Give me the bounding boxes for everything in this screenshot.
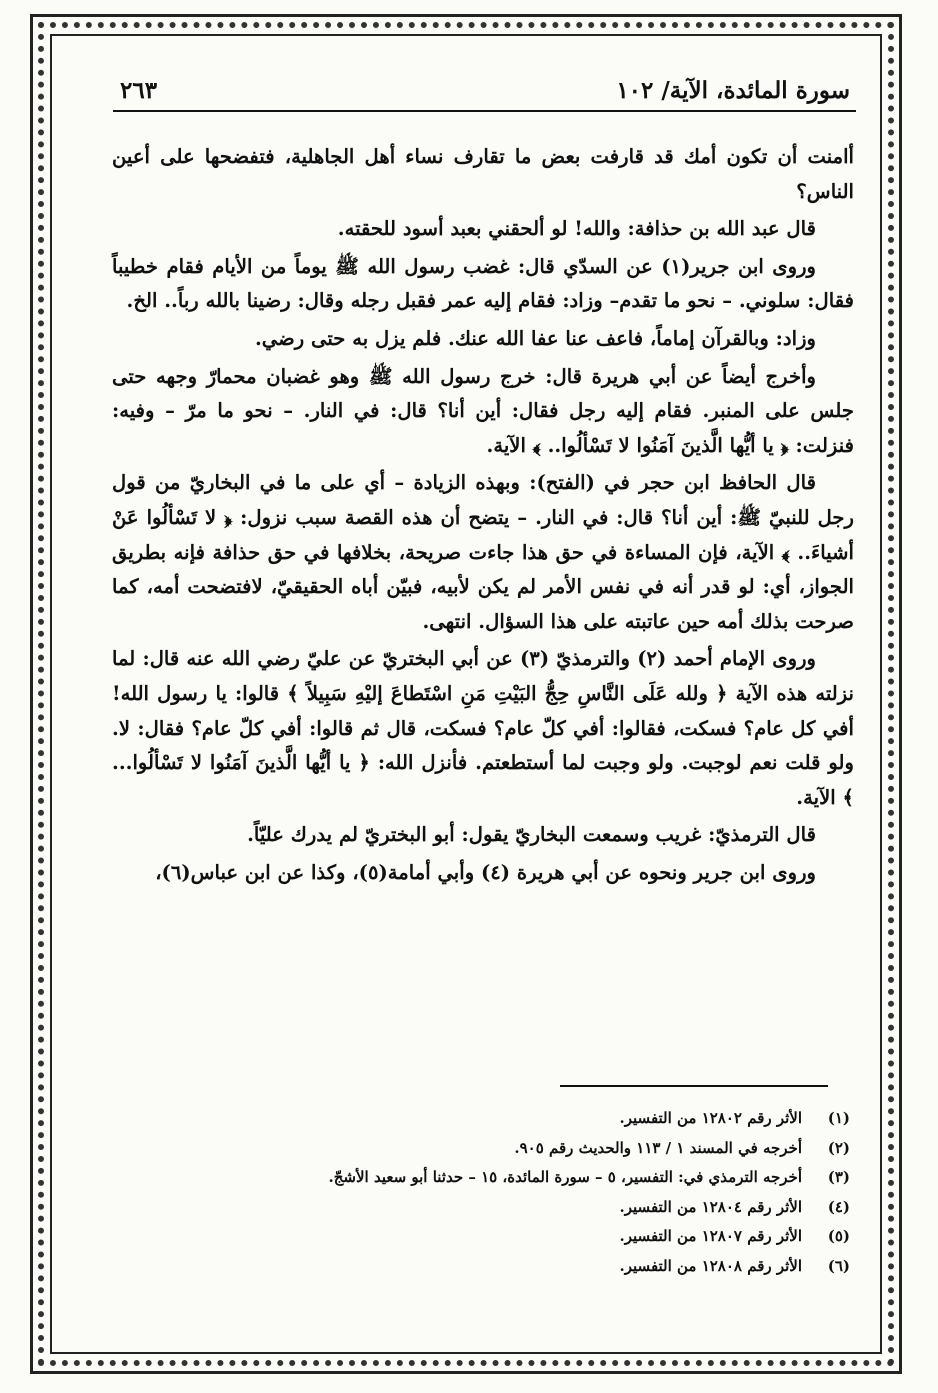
- footnote: [112, 1104, 850, 1134]
- footnote-number: (٢): [827, 1138, 850, 1157]
- footnote-number: (٣): [827, 1168, 850, 1186]
- paragraph: قال عبد الله بن حذافة: والله! لو ألحقني بعبد أسود للحقته.: [337, 217, 816, 241]
- footnote-number: (١): [827, 1109, 850, 1127]
- footnote: [112, 1193, 850, 1223]
- page-number: ٢٦٣: [120, 77, 158, 104]
- paragraph: وزاد: وبالقرآن إماماً، فاعف عنا عفا الله عنك. فلم يزل به حتى رضي.: [254, 326, 816, 350]
- header-rule: [113, 110, 856, 112]
- footnote: [112, 1134, 850, 1164]
- paragraph: قال الحافظ ابن حجر في (الفتح): وبهذه الزيادة – أي على ما في البخاريّ من قول رجل للنبيّ ﷺ: أين أنا؟ قال: في النار. – يتضح أن هذه القصة سبب نزول: ﴿ لا تَسْألُوا عَنْ أشياءَ.. ﴾ الآية، فإن المساءة في حق هذا جاءت صريحة، بخلافها في حق حذافة فإنه بطريق الجواز، أي: لو قدر أنه في نفس الأمر لم يكن لأبيه، فبيّن أباه الحقيقيّ، لافتضحت أمه، كما صرحت بذلك أمه حين عاتبته على هذا السؤال. انتهى.: [112, 471, 854, 633]
- footnote-text: الأثر رقم ١٢٨٠٢ من التفسير.: [619, 1109, 802, 1127]
- paragraph: أامنت أن تكون أمك قد قارفت بعض ما تقارف نساء أهل الجاهلية، فتفضحها على أعين الناس؟: [112, 145, 854, 203]
- footnotes: [112, 1104, 850, 1281]
- footnote-number: (٦): [827, 1256, 850, 1275]
- footnote-separator: [560, 1085, 828, 1087]
- paragraph: وروى ابن جرير(١) عن السدّي قال: غضب رسول الله ﷺ يوماً من الأيام فقام خطيباً فقال: سلوني. – نحو ما تقدم– وزاد: فقام إليه عمر فقبل رجله وقال: رضينا بالله رباً.. الخ.: [112, 254, 854, 313]
- paragraph: وروى ابن جرير ونحوه عن أبي هريرة (٤) وأبي أمامة(٥)، وكذا عن ابن عباس(٦)،: [155, 860, 816, 884]
- paragraph: وأخرج أيضاً عن أبي هريرة قال: خرج رسول الله ﷺ وهو غضبان محمارّ وجهه حتى جلس على المنبر. فقام إليه رجل فقال: أين أنا؟ قال: في النار. – نحو ما مرّ – وفيه: فنزلت: ﴿ يا أيُّها الَّذينَ آمَنُوا لا تَسْألُوا.. ﴾ الآية.: [112, 364, 854, 457]
- footnote-text: الأثر رقم ١٢٨٠٧ من التفسير.: [619, 1227, 802, 1245]
- footnote: [112, 1252, 850, 1282]
- footnote-text: الأثر رقم ١٢٨٠٤ من التفسير.: [619, 1197, 802, 1216]
- footnote-number: (٥): [827, 1227, 850, 1245]
- paragraph: قال الترمذيّ: غريب وسمعت البخاريّ يقول: أبو البختريّ لم يدرك عليّاً.: [247, 823, 816, 847]
- main-text: [112, 140, 854, 893]
- running-title: سورة المائدة، الآية/ ١٠٢: [616, 77, 850, 104]
- paragraph: وروى الإمام أحمد (٢) والترمذيّ (٣) عن أبي البختريّ عن عليّ رضي الله عنه قال: لما نزلته هذه الآية ﴿ ولله عَلَى النَّاسِ حِجُّ البَيْتِ مَنِ اسْتَطاعَ إليْهِ سَبِيلاً ﴾ قالوا: يا رسول الله! أفي كل عام؟ فسكت، فقالوا: أفي كلّ عام؟ فسكت، قال ثم قالوا: أفي كلّ عام؟ فقال: لا. ولو قلت نعم لوجبت. ولو وجبت لما أستطعتم. فأنزل الله: ﴿ يا أيُّها الَّذينَ آمَنُوا لا تَسْألُوا... ﴾ الآية.: [112, 647, 854, 809]
- footnote-text: أخرجه في المسند ١ / ١١٣ والحديث رقم ٩٠٥.: [514, 1138, 802, 1157]
- footnote-text: أخرجه الترمذي في: التفسير، ٥ – سورة المائدة، ١٥ – حدثنا أبو سعيد الأشجّ.: [328, 1168, 802, 1186]
- footnote: [112, 1222, 850, 1252]
- page-header: [120, 70, 850, 104]
- footnote: [112, 1163, 850, 1193]
- footnote-number: (٤): [827, 1197, 850, 1216]
- footnote-text: الأثر رقم ١٢٨٠٨ من التفسير.: [619, 1256, 802, 1275]
